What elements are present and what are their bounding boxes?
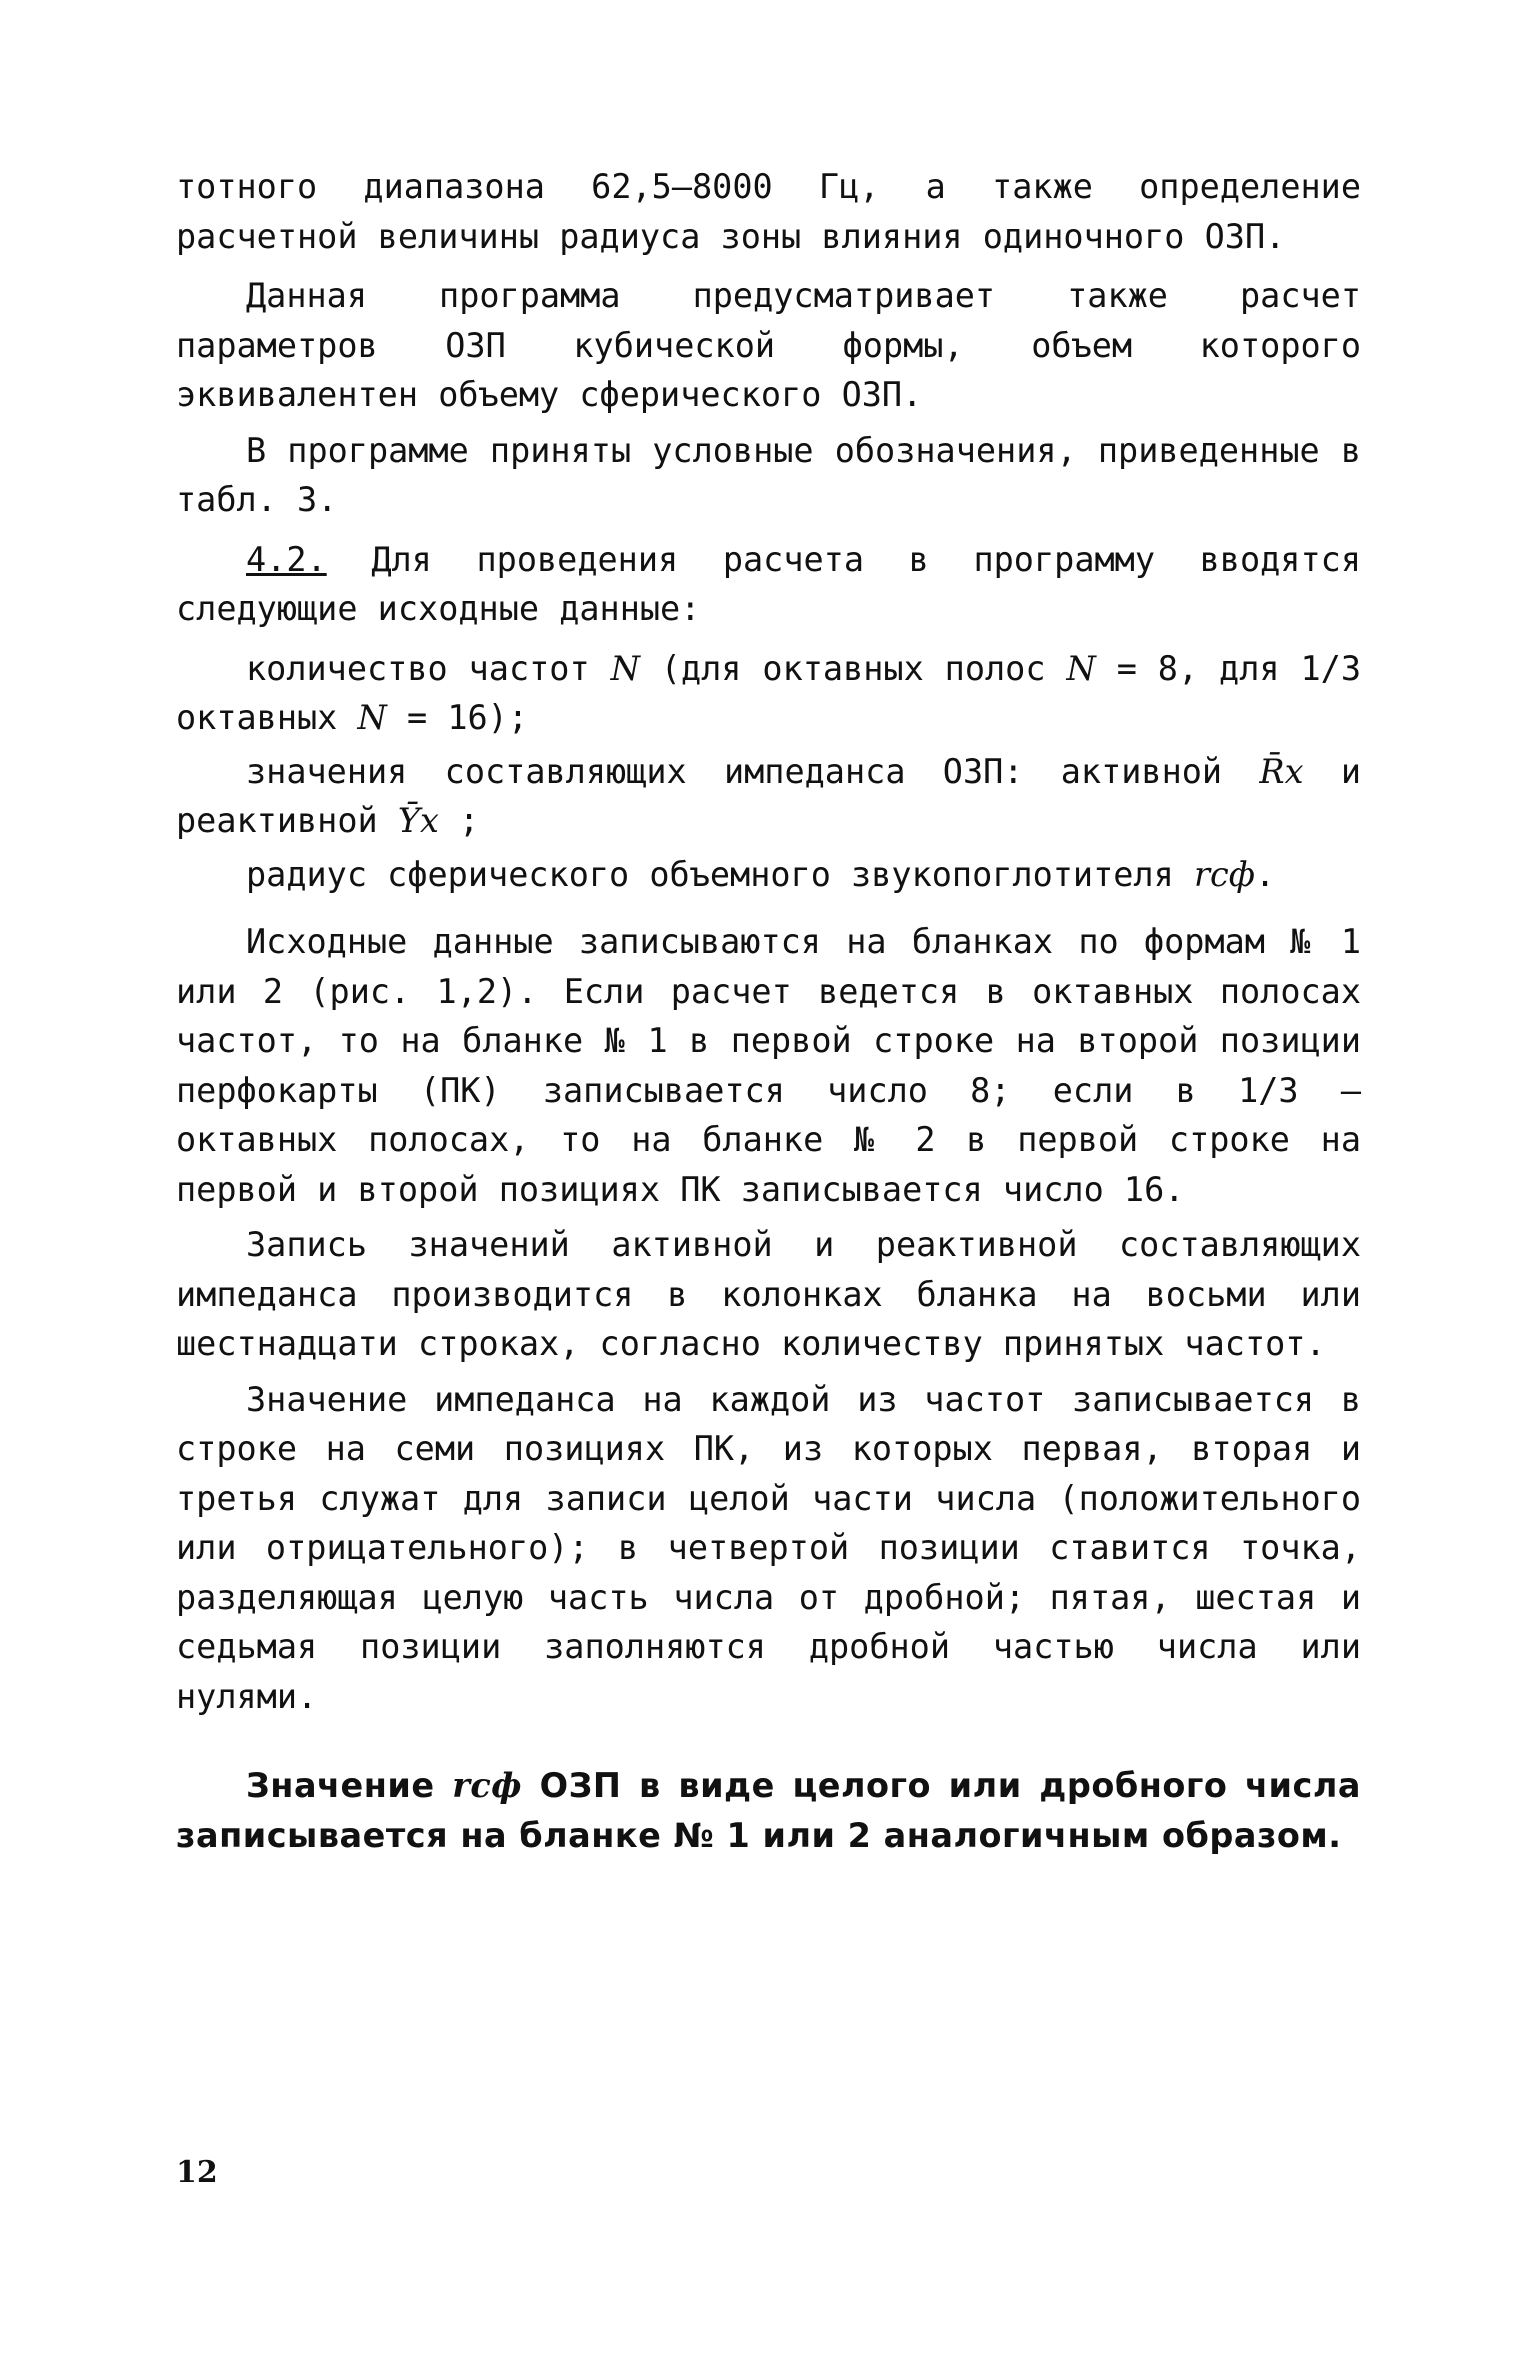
- paragraph-1: тотного диапазона 62,5–8000 Гц, а также определение расчетной величины радиуса зоны влияния одиночного ОЗП.: [176, 167, 1361, 256]
- paragraph-9: Запись значений активной и реактивной составляющих импеданса производится в колонках бланка на восьми или шестнадцати строках, согласно количеству принятых частот.: [176, 1225, 1361, 1363]
- var-n: N: [357, 698, 387, 737]
- page-number: 12: [176, 2155, 218, 2190]
- var-rsf: rсф: [452, 1766, 522, 1805]
- paragraph-10: Значение импеданса на каждой из частот записывается в строке на семи позициях ПК, из которых первая, вторая и третья служат для записи целой части числа (положительного или отрицательного); в четвертой позиции ставится точка, разделяющая целую часть числа от дробной; пятая, шестая и седьмая позиции заполняются дробной частью числа или нулями.: [176, 1379, 1361, 1716]
- var-rsf: rсф: [1193, 854, 1255, 894]
- paragraph-4: [176, 535, 1361, 634]
- list-item-frequencies: количество частот N (для октавных полос N = 8, для 1/3 октавных N = 16);: [176, 648, 1361, 737]
- list-item-impedance: значения составляющих импеданса ОЗП: активной R̄x и реактивной Ȳx ;: [176, 751, 1361, 840]
- paragraph-8: Исходные данные записываются на бланках по формам № 1 или 2 (рис. 1,2). Если расчет ведется в октавных полосах частот, то на бланке № 1 в первой строке на второй позиции перфокарты (ПК) записывается число 8; если в 1/3 – октавных полосах, то на бланке № 2 в первой строке на первой и второй позициях ПК записывается число 16.: [176, 922, 1361, 1209]
- list-item-radius: радиус сферического объемного звукопоглотителя rсф.: [246, 854, 1276, 894]
- var-yx: Ȳx: [397, 801, 439, 840]
- paragraph-11: Значение rсф ОЗП в виде целого или дробного числа записывается на бланке № 1 или 2 аналогичным образом.: [176, 1766, 1361, 1855]
- body-text: [176, 162, 1361, 1860]
- paragraph-4-text: Для проведения расчета в программу вводятся следующие исходные данные:: [176, 539, 1361, 628]
- var-rx: R̄x: [1259, 751, 1304, 791]
- var-n: N: [1066, 648, 1096, 688]
- section-number: 4.2.: [246, 539, 327, 579]
- paragraph-3: В программе приняты условные обозначения, приведенные в табл. 3.: [176, 430, 1361, 519]
- var-n: N: [610, 648, 640, 688]
- paragraph-2: Данная программа предусматривает также расчет параметров ОЗП кубической формы, объем которого эквивалентен объему сферического ОЗП.: [176, 276, 1361, 414]
